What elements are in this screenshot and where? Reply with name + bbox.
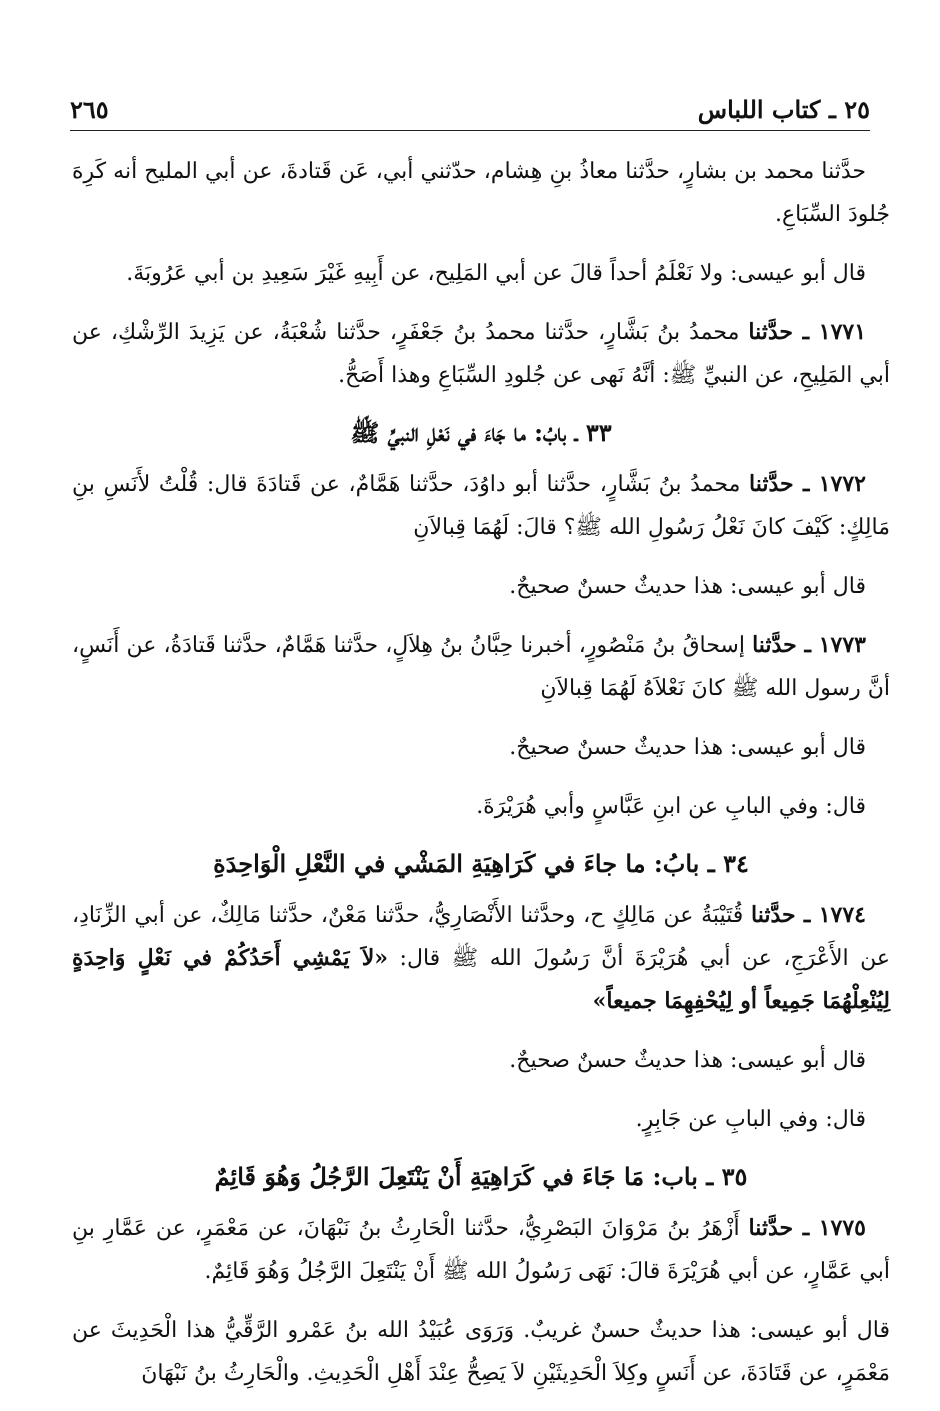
paragraph-comment: قال أبو عيسى: ولا نَعْلَمُ أحداً قالَ عن أبي المَلِيح، عن أَبِيهِ غَيْرَ سَعِيدِ بن أبي عَرُوبَةَ.	[126, 261, 866, 286]
chapter-note: قال: وفي البابِ عن ابنِ عَبَّاسٍ وأبي هُرَيْرَةَ.	[476, 794, 866, 819]
hadith-text: أَزْهَرُ بنُ مَرْوَانَ البَصْرِيُّ، حدَّثنا الْحَارِثُ بنُ نَبْهَانَ، عن مَعْمَرٍ، عن عَمَّارِ بنِ أبي عَمَّارٍ، عن أبي هُرَيْرَةَ قالَ: نَهَى رَسُولُ الله ﷺ أَنْ يَنْتَعِلَ الرَّجُلُ وَهُوَ قَائِمٌ.	[72, 1216, 890, 1284]
hadith-text: محمدُ بنُ بَشَّارٍ، حدَّثنا محمدُ بنُ جَعْفَرٍ، حدَّثنا شُعْبَةُ، عن يَزِيدَ الرِّشْكِ، عن أبي المَلِيحِ، عن النبيِّ ﷺ: أنَّهُ نَهى عن جُلودِ السِّبَاعِ وهذا أَصَحُّ.	[72, 320, 890, 388]
chapter-heading-35: ٣٥ ـ باب: مَا جَاءَ في كَرَاهِيَةِ أَنْ يَنْتَعِلَ الرَّجُلُ وَهُوَ قَائِمٌ	[214, 1162, 748, 1191]
hadith-number: ١٧٧٤ ـ حدَّثنا	[750, 902, 866, 928]
hadith-1771	[72, 311, 890, 397]
paragraph-isnad: حدَّثنا محمد بن بشارٍ، حدَّثنا معاذُ بنِ هِشام، حدّثني أبي، عَن قَتادةَ، عن أبي المليح أنه كَرِهَ جُلودَ السِّبَاعِ.	[72, 159, 890, 227]
hadith-1773	[72, 624, 890, 710]
grading-note: قال أبو عيسى: هذا حديثٌ حسنٌ صحيحٌ.	[509, 1048, 866, 1073]
hadith-number: ١٧٧٣ ـ حدَّثنا	[752, 632, 866, 658]
hadith-1772	[72, 463, 890, 549]
hadith-text: قُتَيْبَةُ عن مَالِكٍ ح، وحدَّثنا الأَنْصَارِيُّ، حدَّثنا مَعْنٌ، حدَّثنا مَالِكٌ، عن أبي الزِّنَادِ، عن الأَعْرَجِ، عن أبي هُرَيْرَةَ أنَّ رَسُولَ الله ﷺ قال:	[72, 903, 890, 971]
page-header	[70, 84, 870, 131]
grading-note: قال أبو عيسى: هذا حديثٌ حسنٌ غريبٌ. وَرَوَى عُبَيْدُ الله بنُ عَمْرو الرَّقِّيُّ هذا الْحَدِيثَ عن مَعْمَرٍ، عن قَتَادَةَ، عن أَنَسٍ وكِلاَ الْحَدِيثَيْنِ لاَ يَصِحُّ عِنْدَ أَهْلِ الْحَدِيثِ. والْحَارِثُ بنُ نَبْهَانَ	[72, 1318, 890, 1386]
hadith-text: محمدُ بنُ بَشَّارٍ، حدَّثنا أبو داوُدَ، حدَّثنا هَمَّامٌ، عن قَتادَةَ قال: قُلْتُ لأَنَسِ بنِ مَالِكٍ: كَيْفَ كانَ نَعْلُ رَسُولِ الله ﷺ؟ قالَ: لَهُمَا قِبالاَنِ	[72, 472, 890, 540]
chapter-heading-33: ٣٣ ـ بابُ: ما جَاءَ في نَعْلِ النبيِّ ﷺ	[350, 418, 612, 447]
hadith-1774	[72, 894, 890, 1023]
hadith-1775	[72, 1207, 890, 1293]
page-content	[72, 150, 890, 1411]
hadith-text: إسحاقُ بنُ مَنْصُورٍ، أخبرنا حِبَّانُ بنُ هِلاَلٍ، حدَّثنا هَمَّامٌ، حدَّثنا قَتادَةُ، عن أَنَسٍ، أنَّ رسول الله ﷺ كانَ نَعْلاَهُ لَهُمَا قِبالاَنِ	[72, 633, 890, 701]
grading-note: قال أبو عيسى: هذا حديثٌ حسنٌ صحيحٌ.	[509, 574, 866, 599]
running-title: ٢٥ ـ كتاب اللباس	[697, 95, 870, 124]
grading-note: قال أبو عيسى: هذا حديثٌ حسنٌ صحيحٌ.	[509, 735, 866, 760]
chapter-note: قال: وفي البابِ عن جَابِرٍ.	[635, 1107, 866, 1132]
hadith-quote: «لاَ يَمْشِي أَحَدُكُمْ في نَعْلٍ وَاحِدَةٍ لِيُنْعِلْهُمَا جَمِيعاً أو لِيُحْفِهِمَا جميعاً»	[72, 945, 890, 1014]
chapter-heading-34: ٣٤ ـ بابُ: ما جاءَ في كَرَاهِيَةِ المَشْي في النَّعْلِ الْوَاحِدَةِ	[213, 849, 749, 878]
hadith-number: ١٧٧٢ ـ حدَّثنا	[749, 471, 866, 497]
page-number: ٢٦٥	[70, 95, 109, 124]
hadith-number: ١٧٧٥ ـ حدَّثنا	[748, 1215, 866, 1241]
hadith-number: ١٧٧١ ـ حدَّثنا	[748, 319, 867, 345]
